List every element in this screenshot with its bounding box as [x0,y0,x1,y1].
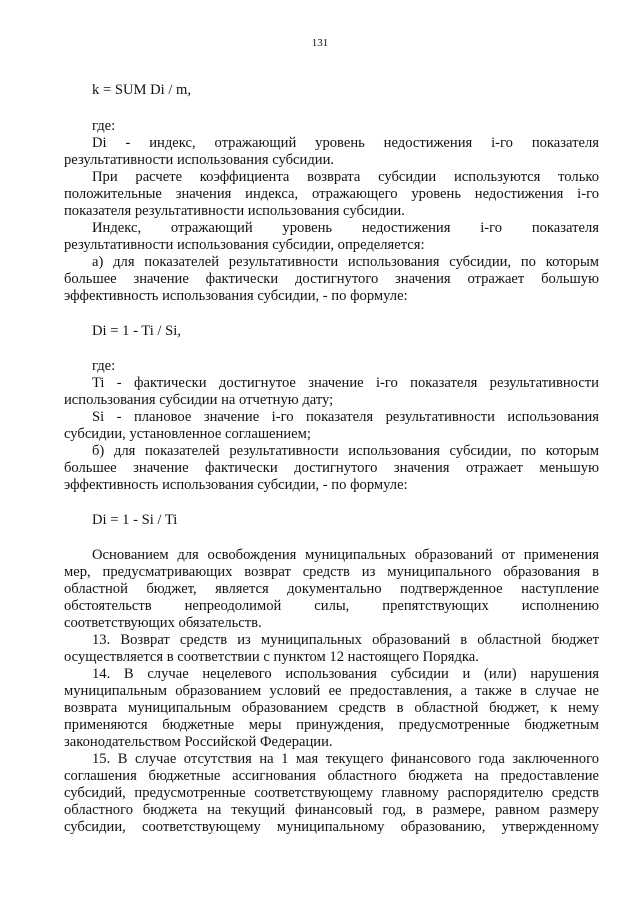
formula-k: k = SUM Di / m, [92,82,192,98]
paragraph-index-definition: Индекс, отражающий уровень недостижения i-го показателя результативности использования субсидии, определяется: [64,220,599,253]
paragraph-case-b: б) для показателей результативности использования субсидии, по которым большее значение фактически достигнутого значения отражает меньшую эффективность использования субсидии, - по формуле: [64,443,599,493]
where-label: где: [92,118,116,134]
paragraph-item-15: 15. В случае отсутствия на 1 мая текущего финансового года заключенного соглашения бюджетные ассигнования областного бюджета на предоставление субсидий, предусмотренные соответствующему главному распорядителю средств областного бюджета на текущий финансовый год, в размере, равном размеру субсидии, соответствующему муниципальному образованию, утвержденному [64,751,599,835]
paragraph-positive-values: При расчете коэффициента возврата субсидии используются только положительные значения индекса, отражающего уровень недостижения i-го показателя результативности использования субсидии. [64,169,599,219]
paragraph-si-definition: Si - плановое значение i-го показателя результативности использования субсидии, установленное соглашением; [64,409,599,442]
paragraph-ti-definition: Ti - фактически достигнутое значение i-го показателя результативности использования субсидии на отчетную дату; [64,375,599,408]
paragraph-item-13: 13. Возврат средств из муниципальных образований в областной бюджет осуществляется в соответствии с пунктом 12 настоящего Порядка. [64,632,599,665]
formula-di-a: Di = 1 - Ti / Si, [92,323,181,339]
paragraph-exemption: Основанием для освобождения муниципальных образований от применения мер, предусматривающих возврат средств из муниципального образования в областной бюджет, является документально подтвержденное наступление обстоятельств непреодолимой силы, препятствующих исполнению соответствующих обязательств. [64,547,599,631]
formula-di-b: Di = 1 - Si / Ti [92,512,178,528]
paragraph-case-a: а) для показателей результативности использования субсидии, по которым большее значение фактически достигнутого значения отражает большую эффективность использования субсидии, - по формуле: [64,254,599,304]
paragraph-item-14: 14. В случае нецелевого использования субсидии и (или) нарушения муниципальным образованием условий ее предоставления, а также в случае не возврата муниципальным образованием средств в областной бюджет, к нему применяются бюджетные меры принуждения, предусмотренные бюджетным законодательством Российской Федерации. [64,666,599,750]
where-label-2: где: [92,358,116,374]
page-number: 131 [311,37,329,49]
paragraph-di-definition: Di - индекс, отражающий уровень недостижения i-го показателя результативности использования субсидии. [64,135,599,168]
